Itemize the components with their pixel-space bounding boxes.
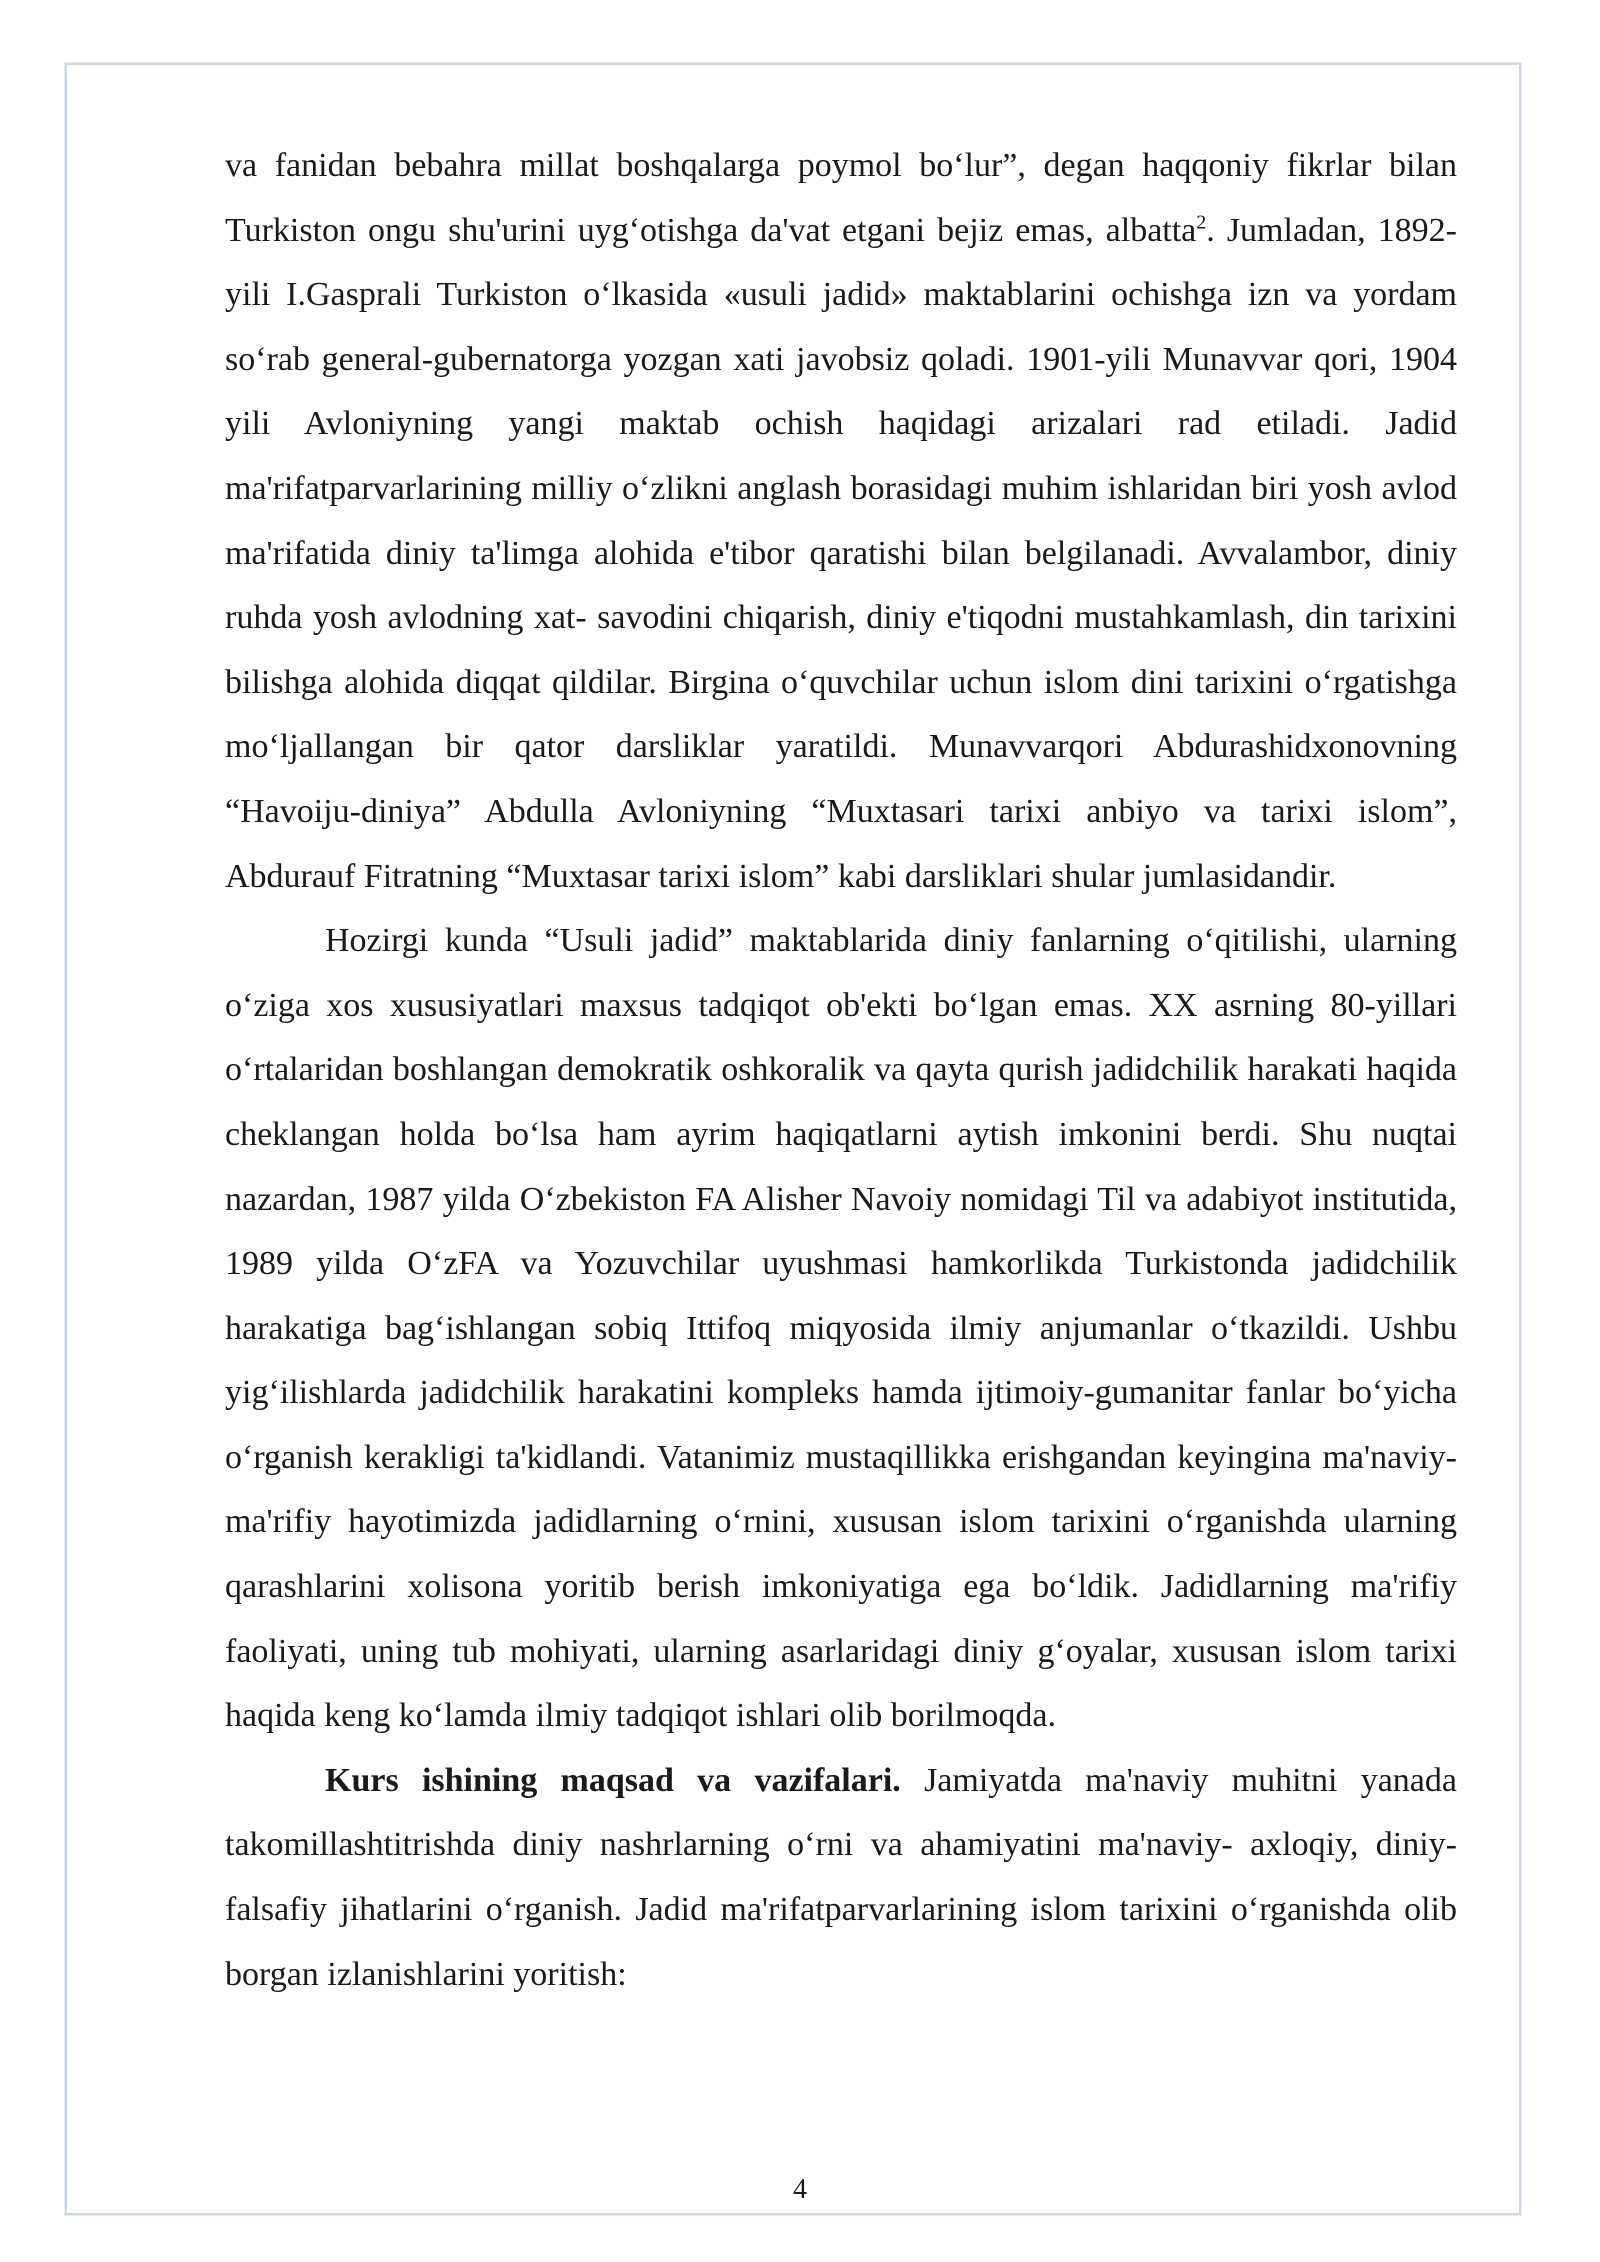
paragraph-1-text: va fanidan bebahra millat boshqalarga poymol bo‘lur”, degan haqqoniy fikrlar bilan Turkiston ongu shu'urini uyg‘otishga da'vat etgani bejiz emas, albatta xyxy=(225,147,1457,249)
page-number: 4 xyxy=(793,2174,807,2205)
paragraph-3 xyxy=(225,1749,1457,2007)
footnote-reference[interactable]: 2 xyxy=(1196,211,1207,234)
paragraph-2: Hozirgi kunda “Usuli jadid” maktablarida diniy fanlarning o‘qitilishi, ularning o‘ziga xos xususiyatlari maxsus tadqiqot ob'ekti bo‘lgan emas. XX asrning 80-yillari o‘rtalaridan boshlangan demokratik oshkoralik va qayta qurish jadidchilik harakati haqida cheklangan holda bo‘lsa ham ayrim haqiqatlarni aytish imkonini berdi. Shu nuqtai nazardan, 1987 yilda O‘zbekiston FA Alisher Navoiy nomidagi Til va adabiyot institutida, 1989 yilda O‘zFA va Yozuvchilar uyushmasi hamkorlikda Turkistonda jadidchilik harakatiga bag‘ishlangan sobiq Ittifoq miqyosida ilmiy anjumanlar o‘tkazildi. Ushbu yig‘ilishlarda jadidchilik harakatini kompleks hamda ijtimoiy-gumanitar fanlar bo‘yicha o‘rganish kerakligi ta'kidlandi. Vatanimiz mustaqillikka erishgandan keyingina ma'naviy-ma'rifiy hayotimizda jadidlarning o‘rnini, xususan islom tarixini o‘rganishda ularning qarashlarini xolisona yoritib berish imkoniyatiga ega bo‘ldik. Jadidlarning ma'rifiy faoliyati, uning tub mohiyati, ularning asarlaridagi diniy g‘oyalar, xususan islom tarixi haqida keng ko‘lamda ilmiy tadqiqot ishlari olib borilmoqda. xyxy=(225,922,1457,1735)
paragraph-1-text-continued: . Jumladan, 1892-yili I.Gasprali Turkiston o‘lkasida «usuli jadid» maktablarini ochishga izn va yordam so‘rab general-gubernatorga yozgan xati javobsiz qoladi. 1901-yili Munavvar qori, 1904 yili Avloniyning yangi maktab ochish haqidagi arizalari rad etiladi. Jadid ma'rifatparvarlarining milliy o‘zlikni anglash borasidagi muhim ishlaridan biri yosh avlod ma'rifatida diniy ta'limga alohida e'tibor qaratishi bilan belgilanadi. Avvalambor, diniy ruhda yosh avlodning xat- savodini chiqarish, diniy e'tiqodni mustahkamlash, din tarixini bilishga alohida diqqat qildilar. Birgina o‘quvchilar uchun islom dini tarixini o‘rgatishga mo‘ljallangan bir qator darsliklar yaratildi. Munavvarqori Abdurashidxonovning “Havoiju-diniya” Abdulla Avloniyning “Muxtasari tarixi anbiyo va tarixi islom”, Abdurauf Fitratning “Muxtasar tarixi islom” kabi darsliklari shular jumlasidandir. xyxy=(225,211,1457,895)
document-body xyxy=(225,134,1457,2007)
section-heading-inline: Kurs ishining maqsad va vazifalari. xyxy=(325,1761,901,1799)
paragraph-1 xyxy=(225,134,1457,909)
paragraph-3-text: Jamiyatda ma'naviy muhitni yanada takomillashtitrishda diniy nashrlarning o‘rni va ahamiyatini ma'naviy- axloqiy, diniy-falsafiy jihatlarini o‘rganish. Jadid ma'rifatparvarlarining islom tarixini o‘rganishda olib borgan izlanishlarini yoritish: xyxy=(225,1761,1457,1993)
